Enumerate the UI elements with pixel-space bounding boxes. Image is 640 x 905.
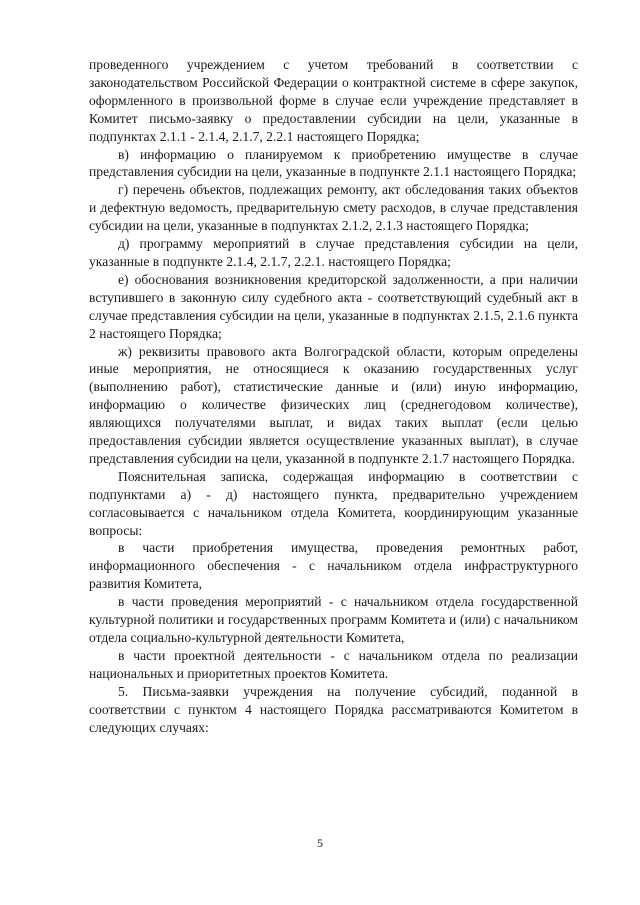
paragraph-project-part: в части проектной деятельности - с начальником отдела по реализации национальных и приоритетных проектов Комитета. (89, 647, 578, 681)
document-body (89, 56, 578, 736)
paragraph-property-part: в части приобретения имущества, проведения ремонтных работ, информационного обеспечения - с начальником отдела инфраструктурного развития Комитета, (89, 540, 578, 592)
paragraph-item-5: 5. Письма-заявки учреждения на получение субсидий, поданной в соответствии с пунктом 4 настоящего Порядка рассматриваются Комитетом в следующих случаях: (89, 683, 578, 735)
page-number: 5 (317, 836, 323, 850)
paragraph-item-e: е) обоснования возникновения кредиторской задолженности, а при наличии вступившего в законную силу судебного акта - соответствующий судебный акт в случае представления субсидии на цели, указанные в подпунктах 2.1.5, 2.1.6 пункта 2 настоящего Порядка; (89, 271, 578, 341)
paragraph-continuation: проведенного учреждением с учетом требований в соответствии с законодательством Российской Федерации о контрактной системе в сфере закупок, оформленного в произвольной форме в случае если учреждение представляет в Комитет письмо-заявку о предоставлении субсидии на цели, указанные в подпунктах 2.1.1 - 2.1.4, 2.1.7, 2.2.1 настоящего Порядка; (89, 57, 578, 144)
paragraph-item-v: в) информацию о планируемом к приобретению имуществе в случае представления субсидии на цели, указанные в подпункте 2.1.1 настоящего Порядка; (89, 146, 578, 180)
paragraph-item-d: д) программу мероприятий в случае представления субсидии на цели, указанные в подпункте 2.1.4, 2.1.7, 2.2.1. настоящего Порядка; (89, 236, 578, 269)
paragraph-events-part: в части проведения мероприятий - с начальником отдела государственной культурной политики и государственных программ Комитета и (или) с начальником отдела социально-культурной деятельности Комитета, (89, 594, 578, 645)
paragraph-item-zh: ж) реквизиты правового акта Волгоградской области, которым определены иные мероприятия, не относящиеся к оказанию государственных услуг (выполнению работ), статистические данные и (или) иную информацию, информацию о количестве физических лиц (среднегодовом количестве), являющихся получателями выплат, и видах таких выплат (если целью предоставления субсидии является осуществление указанных выплат), в случае представления субсидии на цели, указанной в подпункте 2.1.7 настоящего Порядка. (89, 343, 578, 466)
paragraph-item-g: г) перечень объектов, подлежащих ремонту, акт обследования таких объектов и дефектную ведомость, предварительную смету расходов, в случае представления субсидии на цели, указанные в подпунктах 2.1.2, 2.1.3 настоящего Порядка; (89, 182, 578, 234)
paragraph-explanatory-note: Пояснительная записка, содержащая информацию в соответствии с подпунктами а) - д) настоящего пункта, предварительно учреждением согласовывается с начальником отдела Комитета, координирующим указанные вопросы: (89, 468, 578, 538)
